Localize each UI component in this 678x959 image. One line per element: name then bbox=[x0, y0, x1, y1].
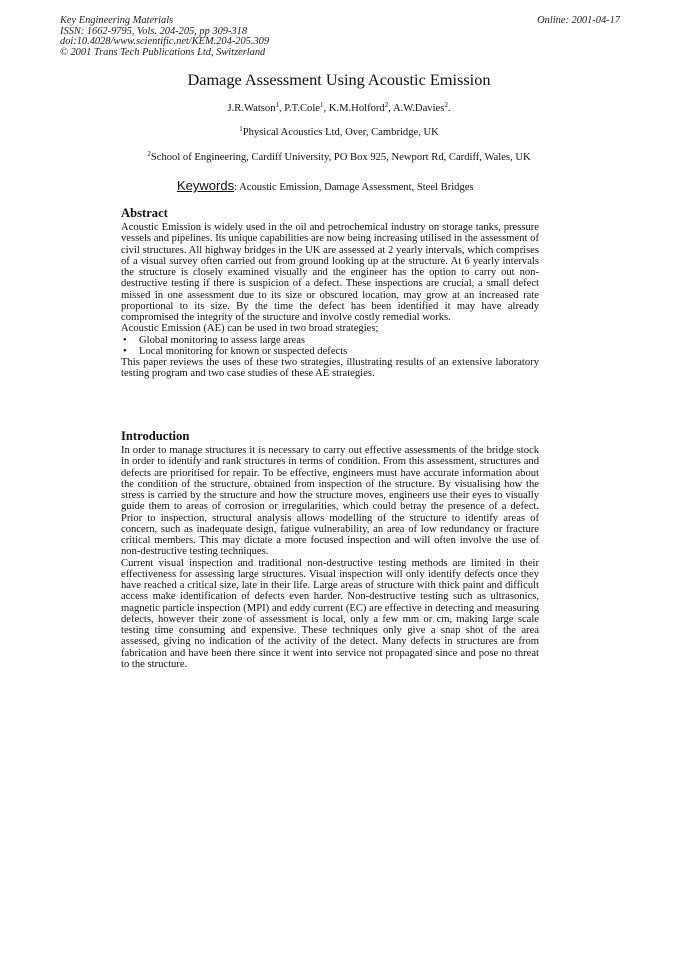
author-name: P.T.Cole bbox=[284, 103, 321, 114]
issn-line: ISSN: 1662-9795, Vols. 204-205, pp 309-318 bbox=[60, 25, 248, 37]
author-affiliation-mark: 1 bbox=[275, 101, 279, 109]
abstract-paragraph: This paper reviews the uses of these two strategies, illustrating results of an extensive laboratory testing program and two case studies of these AE strategies. bbox=[121, 357, 539, 380]
abstract-body bbox=[121, 222, 539, 380]
author-name: A.W.Davies bbox=[392, 103, 445, 114]
list-item bbox=[121, 346, 539, 357]
abstract-paragraph: Acoustic Emission (AE) can be used in two broad strategies; bbox=[121, 323, 379, 335]
keywords-label: Keywords bbox=[177, 178, 235, 193]
introduction-paragraph: Current visual inspection and traditional non-destructive testing methods are limited in their effectiveness for assessing large structures. Visual inspection will only identify defects once they have reached a critical size, late in their life. Large areas of structure with thick paint and difficult access make identification of defects even harder. Non-destructive testing such as ultrasonics, magnetic particle inspection (MPI) and eddy current (EC) are effective in detecting and measuring defects, however their zone of assessment is local, only a few mm or cm, making large scale testing time consuming and expensive. These techniques only give a snap shot of the area assessed, giving no indication of the activity of the detect. Many defects in structures are from fabrication and have been there since it went into service not propagated since and pose no threat to the structure. bbox=[121, 557, 539, 670]
author-separator: . bbox=[447, 103, 451, 114]
author-separator: , bbox=[388, 103, 393, 114]
abstract-paragraph: Acoustic Emission is widely used in the oil and petrochemical industry on storage tanks, pressure vessels and pipelines. Its unique capabilities are now being increasing utilised in the assessment of civil structures. All highway bridges in the UK are assessed at 2 yearly intervals, which comprises of a visual survey often carried out from ground looking up at the structure. At 6 yearly intervals the structure is closely examined visually and the engineer has the option to carry out non-destructive testing if there is suspicion of a defect. These inspections are crucial, a small defect missed in one assessment due to its size or obscured location, may grow at an increased rate proportional to its size. By the time the defect has been identified it may have already compromised the integrity of the structure and involve costly remedial works. bbox=[121, 222, 539, 323]
list-item-text: Local monitoring for known or suspected defects bbox=[139, 345, 348, 357]
affiliation-mark: 2 bbox=[147, 150, 151, 158]
author-affiliation-mark: 2 bbox=[444, 101, 448, 109]
author-name: J.R.Watson bbox=[227, 103, 276, 114]
introduction-heading: Introduction bbox=[121, 429, 190, 443]
keywords-text: Acoustic Emission, Damage Assessment, Steel Bridges bbox=[239, 182, 474, 193]
author-affiliation-mark: 2 bbox=[384, 101, 389, 109]
author-separator: , bbox=[279, 103, 285, 114]
author-list bbox=[0, 103, 678, 114]
introduction-body bbox=[121, 445, 539, 670]
online-date: Online: 2001-04-17 bbox=[537, 15, 620, 26]
affiliation-text: Physical Acoustics Ltd, Over, Cambridge, UK bbox=[242, 127, 439, 138]
affiliation-1 bbox=[0, 127, 678, 138]
author-name: K.M.Holford bbox=[328, 103, 385, 114]
list-item-text: Global monitoring to assess large areas bbox=[139, 334, 306, 346]
list-item bbox=[121, 335, 539, 346]
affiliation-text: School of Engineering, Cardiff University, PO Box 925, Newport Rd, Cardiff, Wales, UK bbox=[150, 152, 531, 163]
doi-line: doi:10.4028/www.scientific.net/KEM.204-205.309 bbox=[60, 36, 270, 48]
keywords-line bbox=[177, 178, 474, 193]
strategy-list bbox=[121, 335, 539, 358]
bullet-icon: • bbox=[123, 334, 127, 346]
author-separator: , bbox=[323, 103, 329, 114]
copyright-line: © 2001 Trans Tech Publications Ltd, Switzerland bbox=[60, 46, 266, 58]
journal-header bbox=[60, 16, 620, 58]
affiliation-mark: 1 bbox=[239, 125, 243, 133]
keywords-colon: : bbox=[234, 182, 240, 193]
abstract-heading: Abstract bbox=[121, 206, 168, 220]
affiliation-2 bbox=[0, 152, 678, 163]
author-affiliation-mark: 1 bbox=[320, 101, 324, 109]
journal-name: Key Engineering Materials bbox=[60, 15, 174, 26]
bullet-icon: • bbox=[123, 345, 127, 357]
introduction-paragraph: In order to manage structures it is necessary to carry out effective assessments of the bridge stock in order to identify and rank structures in terms of condition. From this assessment, structures and defects are prioritised for repair. To be effective, engineers must have accurate information about the condition of the structure, obtained from inspection of the structure. By visualising how the stress is carried by the structure and how the structure moves, engineers use their eyes to visually guide them to areas of corrosion or irregularities, which could betray the presence of a defect. Prior to inspection, structural analysis allows modelling of the structure to identify areas of concern, such as inadequate design, fatigue vulnerability, an area of low redundancy or fracture critical members. This may dictate a more focused inspection and will often involve the use of non-destructive testing techniques. bbox=[121, 445, 539, 558]
paper-title: Damage Assessment Using Acoustic Emission bbox=[187, 70, 491, 89]
